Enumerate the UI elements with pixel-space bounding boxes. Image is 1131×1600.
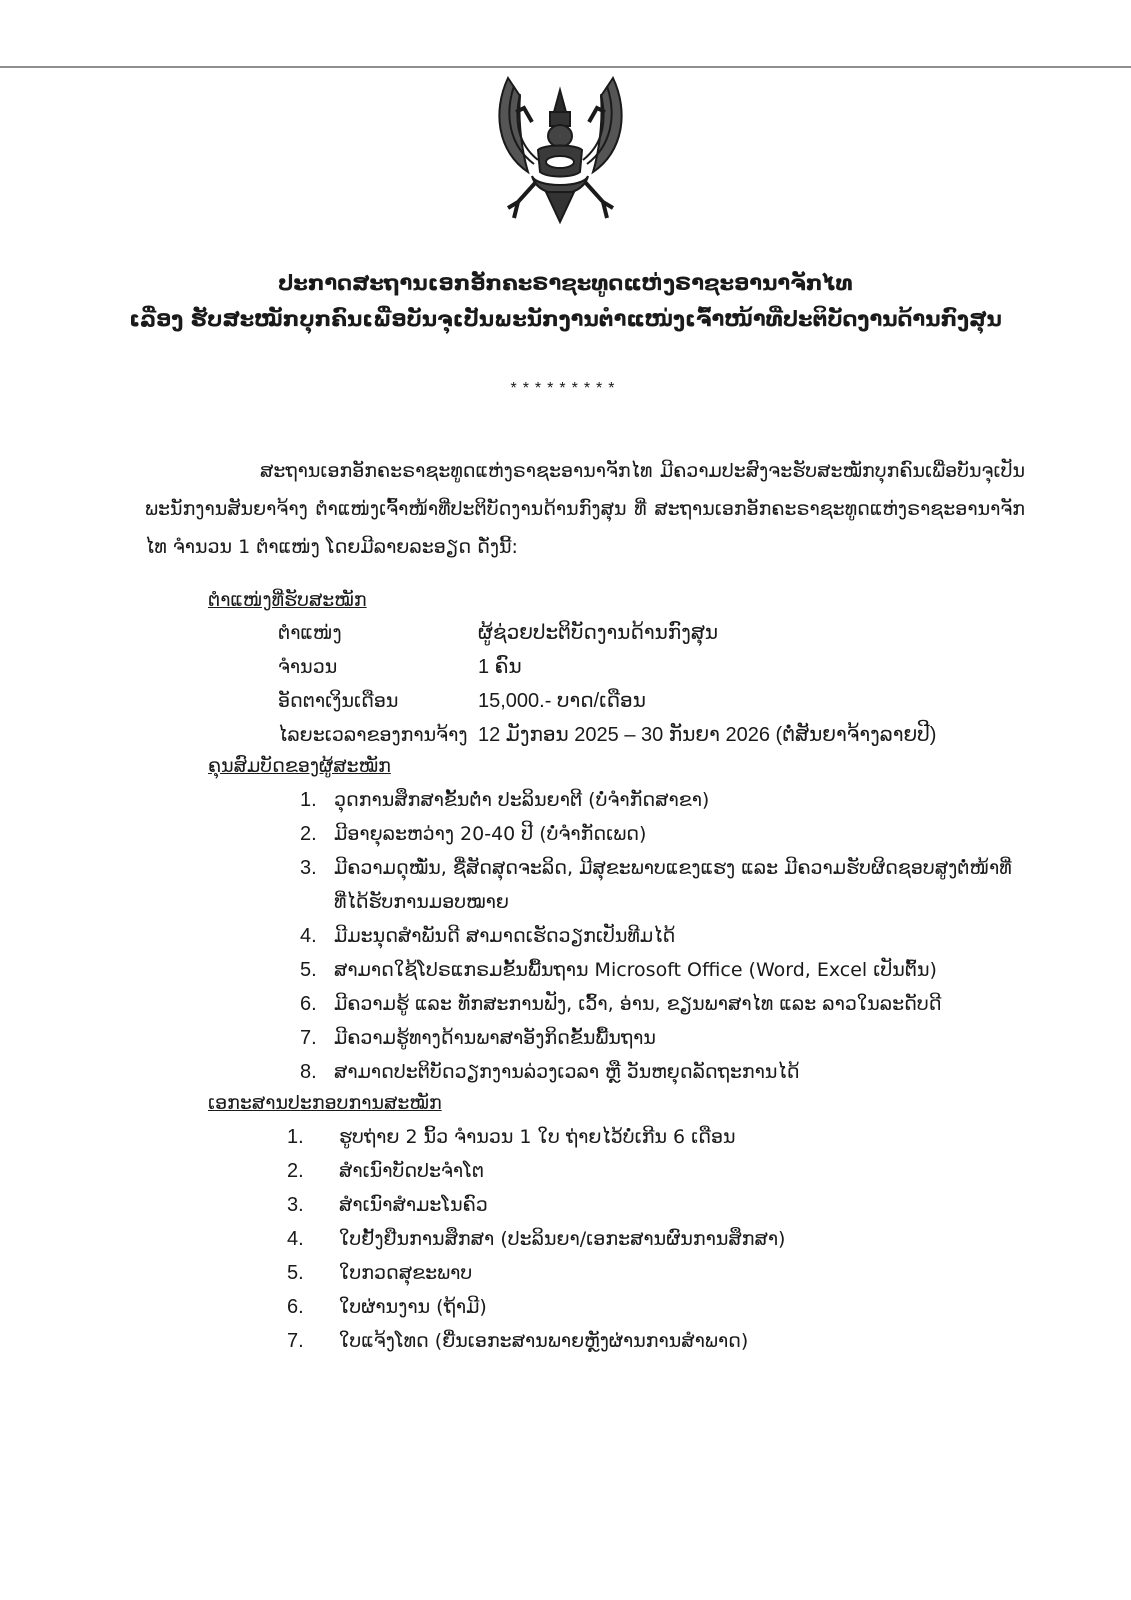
list-text: ສຳເນົາບັດປະຈຳໂຕ (339, 1160, 485, 1182)
top-rule (0, 66, 1131, 68)
qualifications-section (208, 750, 391, 782)
list-text: ສາມາດປະຕິບັດວຽກງານລ່ວງເວລາ ຫຼື ວັນຫຍຸດລັດຖະການໄດ້ (334, 1061, 800, 1083)
list-text: ວຸດການສຶກສາຂັ້ນຕ່ຳ ປະລິນຍາຕີ (ບໍ່ຈຳກັດສາຂາ) (334, 789, 710, 811)
list-item (287, 1256, 987, 1290)
list-item (300, 783, 1020, 817)
list-text: ໃບກວດສຸຂະພາບ (339, 1262, 473, 1284)
intro-paragraph: ສະຖານເອກອັກຄະຣາຊະທູດແຫ່ງຣາຊະອານາຈັກໄທ ມີຄວາມປະສົງຈະຮັບສະໝັກບຸກຄົນເພື່ອບັນຈຸເປັນພະນັກງານສັນຍາຈ້າງ ຕຳແໜ່ງເຈົ້າໜ້າທີ່ປະຕິບັດງານດ້ານກົງສຸນ ທີ່ ສະຖານເອກອັກຄະຣາຊະທູດແຫ່ງຣາຊະອານາຈັກໄທ ຈຳນວນ 1 ຕຳແໜ່ງ ໂດຍມີລາຍລະອຽດ ດັ່ງນີ້: (145, 460, 1025, 558)
list-number: 5. (287, 1262, 304, 1284)
list-text: ໃບແຈ້ງໂທດ (ຍື່ນເອກະສານພາຍຫຼັງຜ່ານການສຳພາດ) (339, 1330, 749, 1352)
list-number: 2. (300, 823, 317, 845)
list-text: ໃບຢັ້ງຢືນການສຶກສາ (ປະລິນຍາ/ເອກະສານຜົນການສຶກສາ) (339, 1228, 786, 1250)
qualifications-heading: ຄຸນສົມບັດຂອງຜູ້ສະໝັກ (208, 755, 391, 777)
list-text: ຮູບຖ່າຍ 2 ນິ້ວ ຈຳນວນ 1 ໃບ ຖ່າຍໄວ້ບໍ່ເກີນ 6 ເດືອນ (339, 1126, 736, 1148)
list-item (300, 919, 1020, 953)
separator-stars: ********* (510, 380, 621, 397)
position-heading: ຕຳແໜ່ງທີ່ຮັບສະໝັກ (208, 589, 367, 611)
qualifications-list (300, 783, 1020, 1089)
list-item (287, 1188, 987, 1222)
list-text: ມີອາຍຸລະຫວ່າງ 20-40 ປີ (ບໍ່ຈຳກັດເພດ) (334, 823, 647, 845)
documents-heading: ເອກະສານປະກອບການສະໝັກ (208, 1092, 442, 1114)
list-item (300, 987, 1020, 1021)
list-number: 2. (287, 1160, 304, 1182)
list-number: 5. (300, 959, 317, 981)
list-item (287, 1324, 987, 1358)
detail-row (278, 684, 936, 718)
detail-label: ອັດຕາເງິນເດືອນ (278, 690, 399, 712)
detail-row (278, 616, 936, 650)
list-text: ສຳເນົາສຳມະໂນຄົວ (339, 1194, 488, 1216)
detail-value: 12 ມັງກອນ 2025 – 30 ກັນຍາ 2026 (ຕໍ່ສັນຍາຈ້າງລາຍປີ) (478, 724, 937, 746)
list-text: ມີມະນຸດສຳພັນດີ ສາມາດເຮັດວຽກເປັນທີມໄດ້ (334, 925, 676, 947)
list-item (300, 1055, 1020, 1089)
list-item (287, 1290, 987, 1324)
list-text: ສາມາດໃຊ້ໂປຣແກຣມຂັ້ນພື້ນຖານ Microsoft Office (Word, Excel ເປັນຕົ້ນ) (334, 959, 937, 981)
documents-list (287, 1120, 987, 1358)
list-number: 1. (287, 1126, 304, 1148)
documents-section (208, 1087, 442, 1119)
list-text: ມີຄວາມດຸໝັ່ນ, ຊື່ສັດສຸດຈະລິດ, ມີສຸຂະພາບແຂງແຮງ ແລະ ມີຄວາມຮັບຜິດຊອບສູງຕໍ່ໜ້າທີ່ທີ່ໄດ້ຮັບການມອບໝາຍ (334, 857, 1012, 913)
list-number: 7. (300, 1027, 317, 1049)
list-item (300, 1021, 1020, 1055)
list-number: 8. (300, 1061, 317, 1083)
list-number: 3. (287, 1194, 304, 1216)
list-number: 4. (300, 925, 317, 947)
list-number: 6. (287, 1296, 304, 1318)
list-number: 7. (287, 1330, 304, 1352)
detail-label: ຕຳແໜ່ງ (278, 622, 342, 644)
list-item (287, 1120, 987, 1154)
list-number: 6. (300, 993, 317, 1015)
list-number: 3. (300, 857, 317, 879)
position-section (208, 584, 367, 616)
list-item (300, 851, 1020, 919)
detail-label: ໄລຍະເວລາຂອງການຈ້າງ (278, 724, 468, 746)
document-title: ປະກາດສະຖານເອກອັກຄະຣາຊະທູດແຫ່ງຣາຊະອານາຈັກໄທ (278, 271, 853, 295)
garuda-emblem-icon (488, 72, 633, 232)
list-item (300, 817, 1020, 851)
list-number: 1. (300, 789, 317, 811)
list-text: ມີຄວາມຮູ້ ແລະ ທັກສະການຟັງ, ເວົ້າ, ອ່ານ, ຂຽນພາສາໄທ ແລະ ລາວໃນລະດັບດີ (334, 993, 942, 1015)
position-details (278, 616, 936, 752)
list-text: ໃບຜ່ານງານ (ຖ້າມີ) (339, 1296, 487, 1318)
list-text: ມີຄວາມຮູ້ທາງດ້ານພາສາອັງກິດຂັ້ນພື້ນຖານ (334, 1027, 656, 1049)
detail-row (278, 718, 936, 752)
detail-value: 15,000.- ບາດ/ເດືອນ (478, 690, 646, 712)
detail-value: ຜູ້ຊ່ວຍປະຕິບັດງານດ້ານກົງສຸນ (478, 622, 719, 644)
document-subject: ເລື່ອງ ຮັບສະໝັກບຸກຄົນເພື່ອບັນຈຸເປັນພະນັກງານຕຳແໜ່ງເຈົ້າໜ້າທີ່ປະຕິບັດງານດ້ານກົງສຸນ (129, 307, 1002, 331)
list-item (287, 1222, 987, 1256)
list-number: 4. (287, 1228, 304, 1250)
detail-row (278, 650, 936, 684)
detail-label: ຈຳນວນ (278, 656, 338, 678)
detail-value: 1 ຄົນ (478, 656, 522, 678)
list-item (287, 1154, 987, 1188)
list-item (300, 953, 1020, 987)
